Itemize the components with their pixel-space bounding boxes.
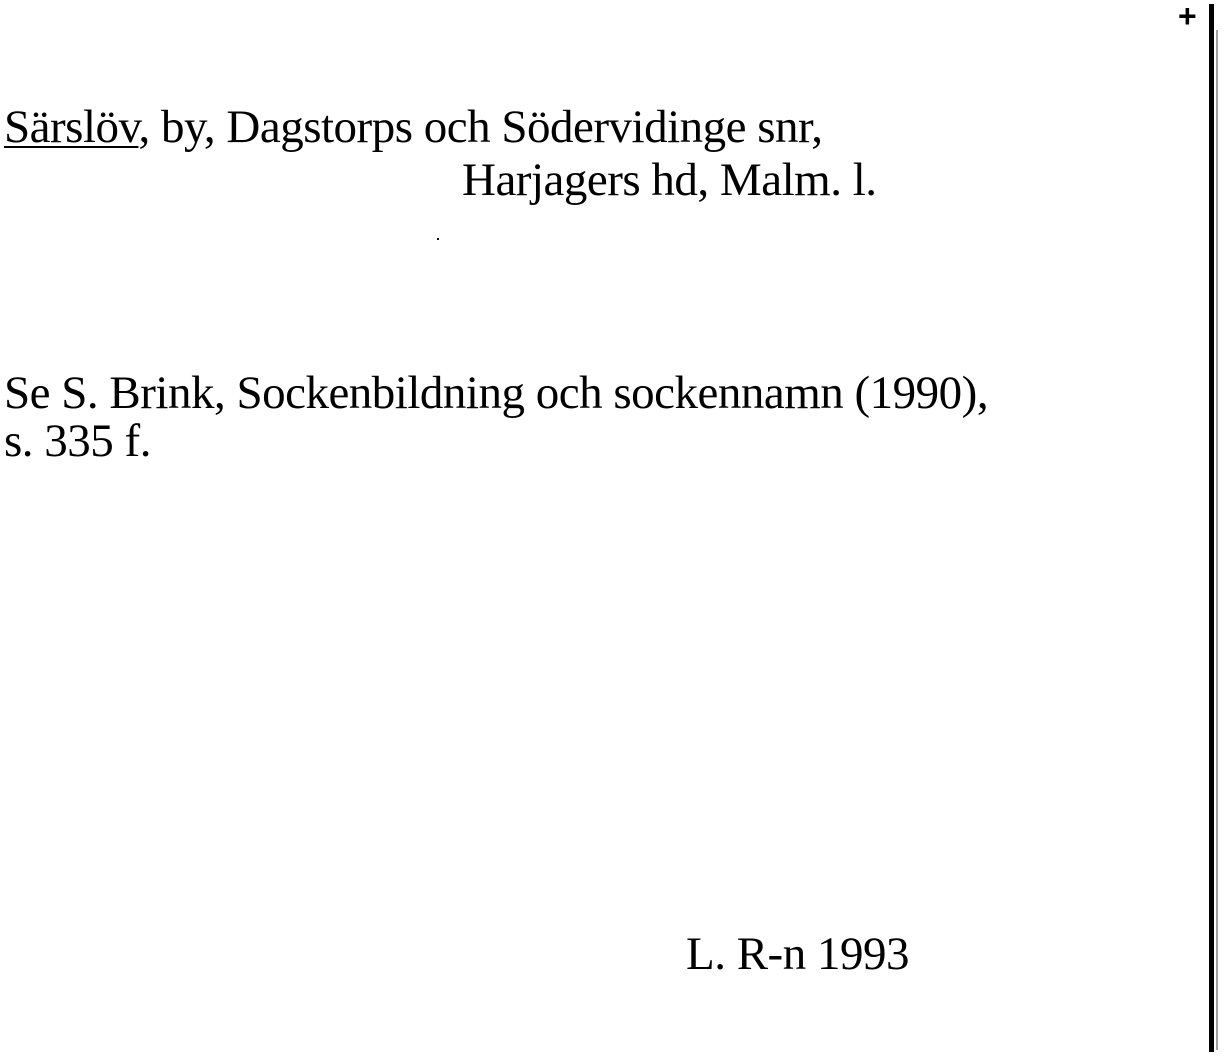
entry-location: , by, Dagstorps och Södervidinge snr, xyxy=(138,101,823,153)
headword: Särslöv xyxy=(4,101,139,153)
reference-line-1: Se S. Brink, Sockenbildning och sockennamn (1990), xyxy=(4,367,989,419)
signature: L. R-n 1993 xyxy=(686,928,909,980)
entry-district-line: Harjagers hd, Malm. l. xyxy=(462,154,877,206)
reference-line-2: s. 335 f. xyxy=(4,415,151,467)
plus-mark: + xyxy=(1178,0,1197,34)
entry-heading-line xyxy=(4,101,823,153)
scan-speck xyxy=(437,238,439,240)
card-edge-rule xyxy=(1209,4,1214,1052)
card-edge-shadow xyxy=(1216,30,1218,1050)
